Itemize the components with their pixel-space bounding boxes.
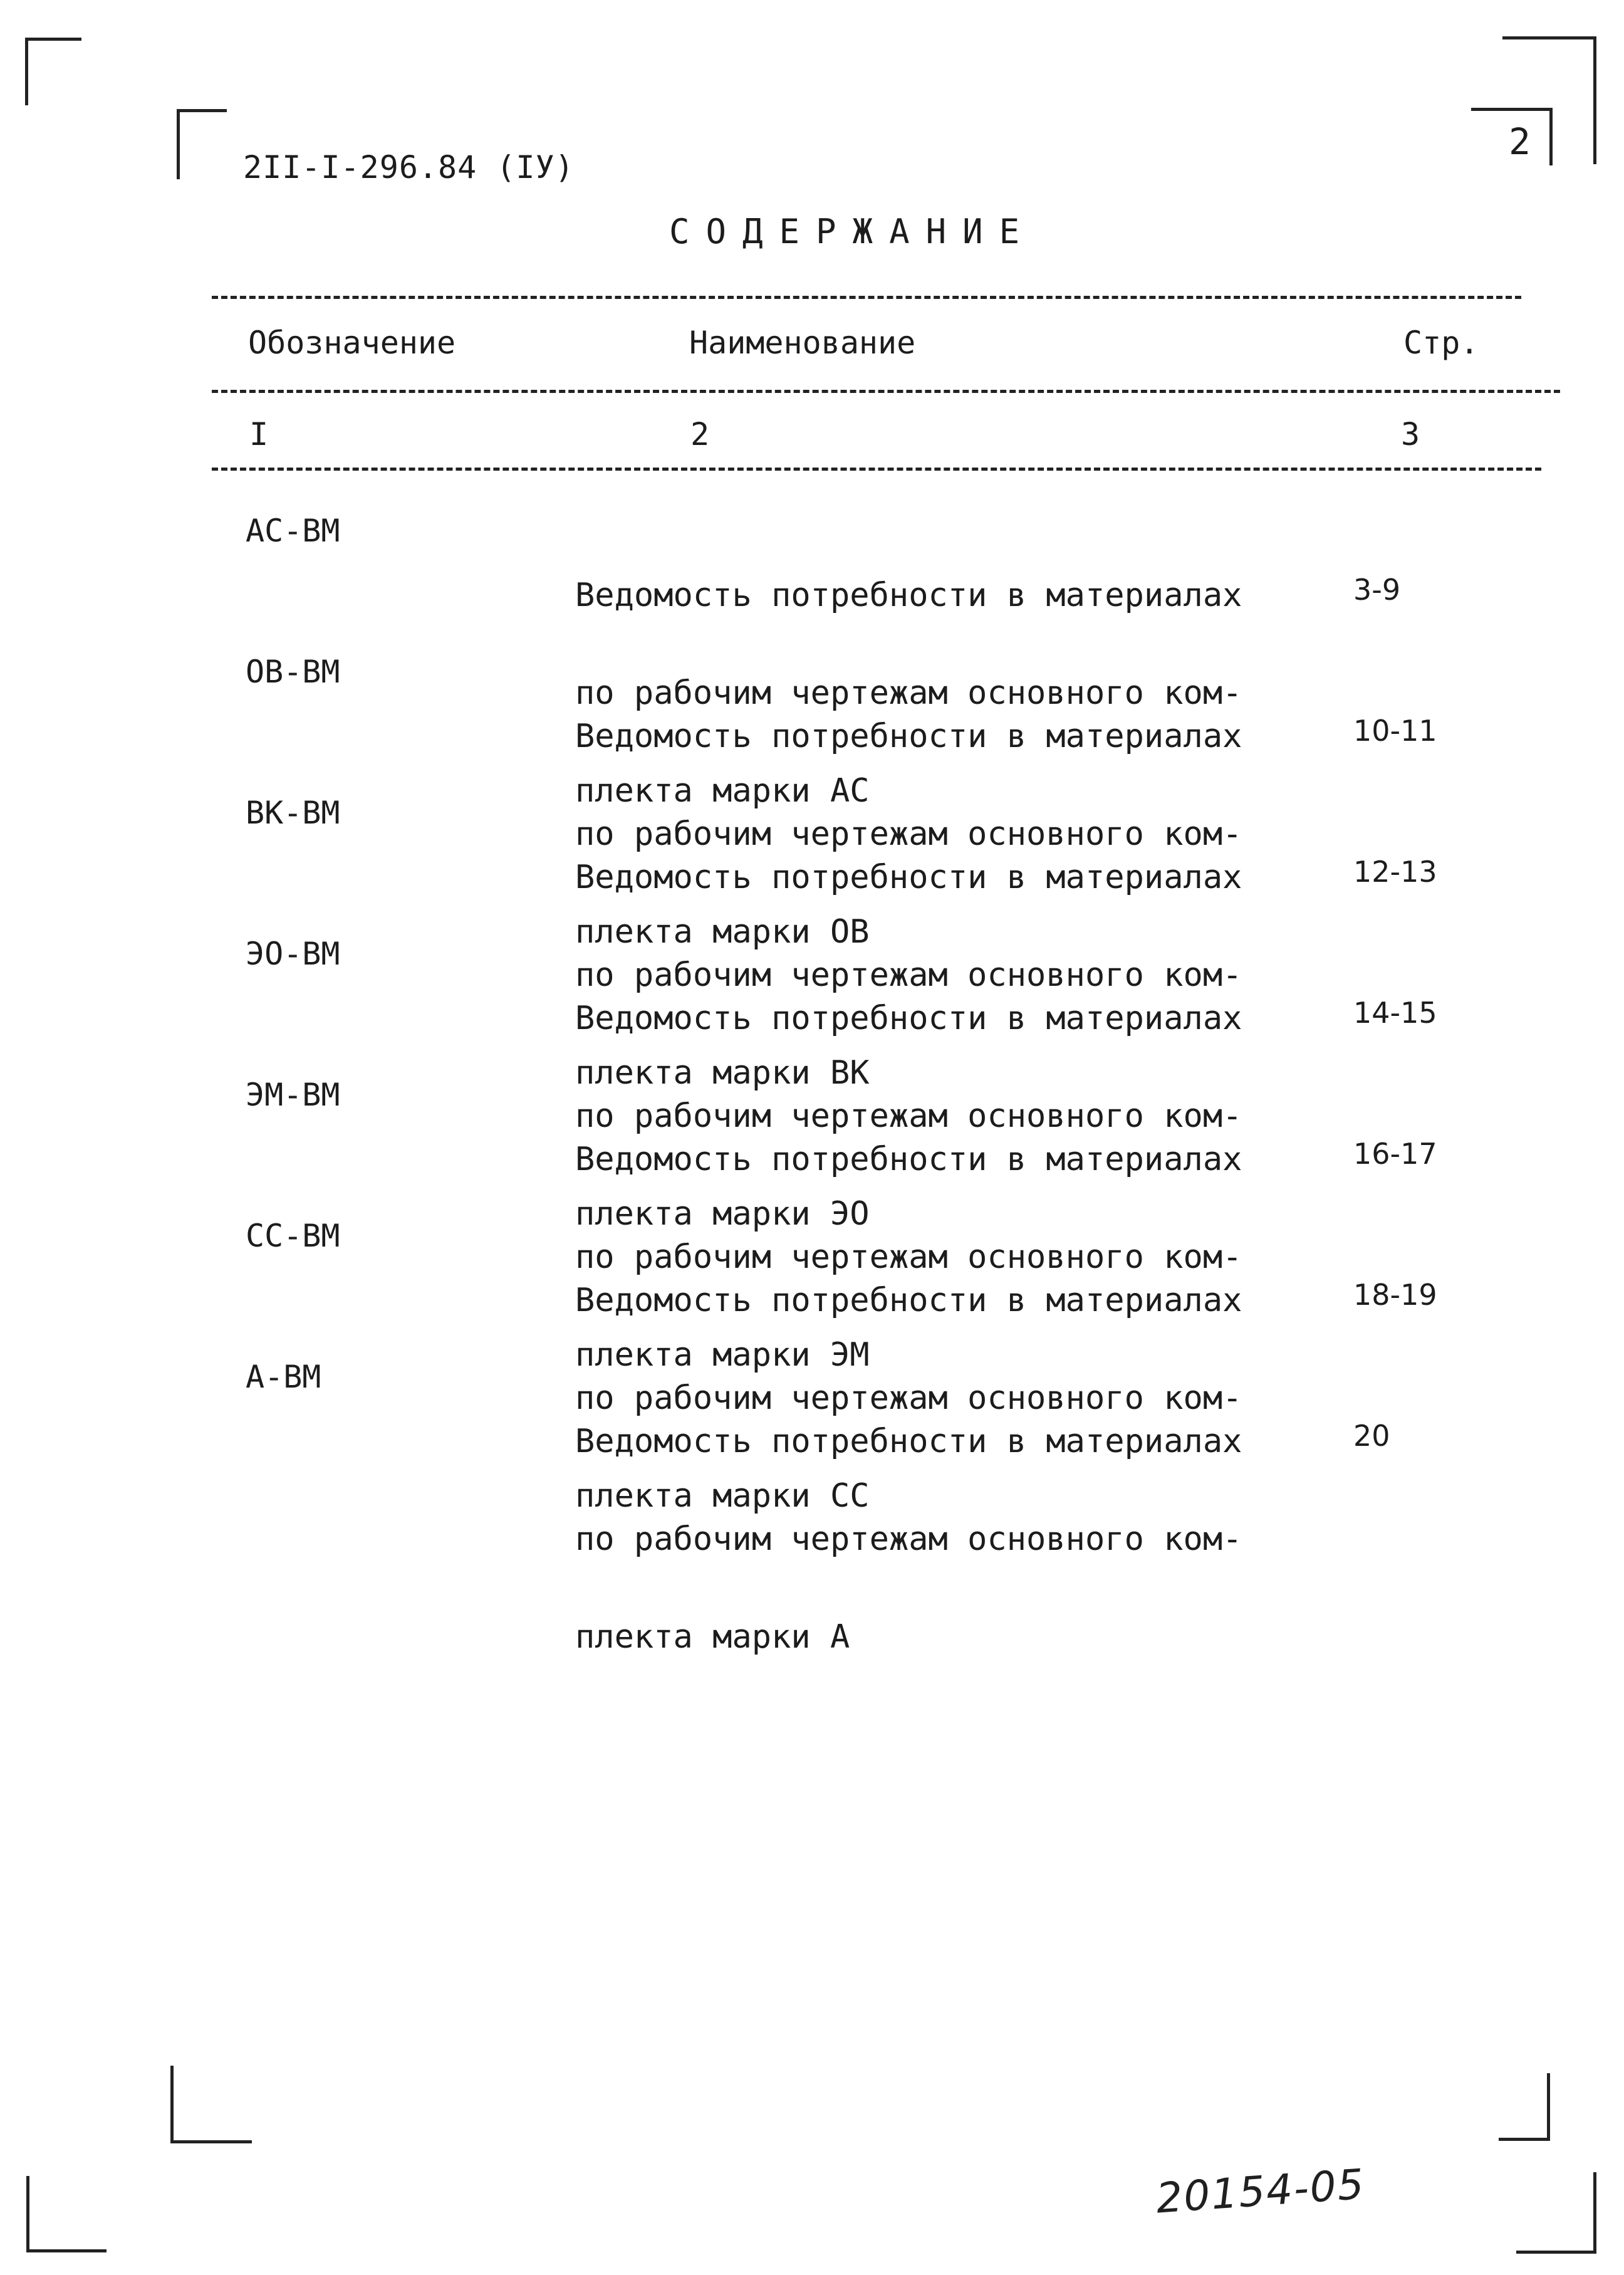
row-name-line: по рабочим чертежам основного ком- (575, 674, 1242, 712)
table-rule-numbers (212, 468, 1541, 471)
row-name-line: Ведомость потребности в материалах (575, 718, 1242, 755)
row-pages: 18-19 (1353, 1278, 1437, 1312)
column-number-1: I (249, 416, 269, 452)
row-name (575, 1360, 1252, 1718)
row-name-line: Ведомость потребности в материалах (575, 1000, 1242, 1037)
row-code: А-ВМ (246, 1359, 321, 1395)
row-name-line: плекта марки АС (575, 772, 870, 810)
row-name-line: по рабочим чертежам основного ком- (575, 1238, 1242, 1276)
column-number-2: 2 (690, 416, 710, 452)
row-pages: 14-15 (1353, 996, 1437, 1030)
row-name-line: по рабочим чертежам основного ком- (575, 1520, 1242, 1558)
row-name-line: по рабочим чертежам основного ком- (575, 1379, 1242, 1417)
page-title: СОДЕРЖАНИЕ (669, 212, 1036, 251)
row-code: ЭМ-ВМ (246, 1077, 340, 1113)
row-code: ВК-ВМ (246, 795, 340, 831)
column-header-name: Наименование (689, 325, 916, 361)
row-name-line: плекта марки ОВ (575, 913, 870, 951)
row-name-line: плекта марки ЭМ (575, 1336, 870, 1374)
table-rule-top (212, 296, 1521, 299)
row-pages: 20 (1353, 1419, 1390, 1453)
row-code: ЭО-ВМ (246, 936, 340, 972)
inventory-number: 20154-05 (1154, 2160, 1367, 2223)
row-name-line: Ведомость потребности в материалах (575, 859, 1242, 896)
row-name-line: Ведомость потребности в материалах (575, 1423, 1242, 1460)
row-name-line: по рабочим чертежам основного ком- (575, 956, 1242, 994)
row-pages: 16-17 (1353, 1137, 1437, 1171)
row-name-line: плекта марки А (575, 1618, 850, 1656)
row-code: ОВ-ВМ (246, 654, 340, 690)
row-name-line: плекта марки ВК (575, 1054, 870, 1092)
row-pages: 10-11 (1353, 714, 1437, 748)
column-header-designation: Обозначение (248, 325, 456, 361)
row-pages: 3-9 (1353, 573, 1401, 607)
row-name-line: по рабочим чертежам основного ком- (575, 815, 1242, 853)
row-name-line: Ведомость потребности в материалах (575, 577, 1242, 614)
row-name-line: плекта марки ЭО (575, 1195, 870, 1233)
document-code: 2II-I-296.84 (IУ) (243, 149, 575, 186)
row-name-line: Ведомость потребности в материалах (575, 1282, 1242, 1319)
column-header-page: Стр. (1403, 325, 1479, 361)
row-name-line: по рабочим чертежам основного ком- (575, 1097, 1242, 1135)
row-name-line: Ведомость потребности в материалах (575, 1141, 1242, 1178)
row-name-line: плекта марки СС (575, 1477, 870, 1515)
page-number: 2 (1509, 120, 1531, 163)
row-code: СС-ВМ (246, 1218, 340, 1254)
column-number-3: 3 (1401, 416, 1420, 452)
table-rule-header (212, 390, 1560, 393)
row-code: АС-ВМ (246, 513, 340, 549)
row-pages: 12-13 (1353, 855, 1437, 889)
